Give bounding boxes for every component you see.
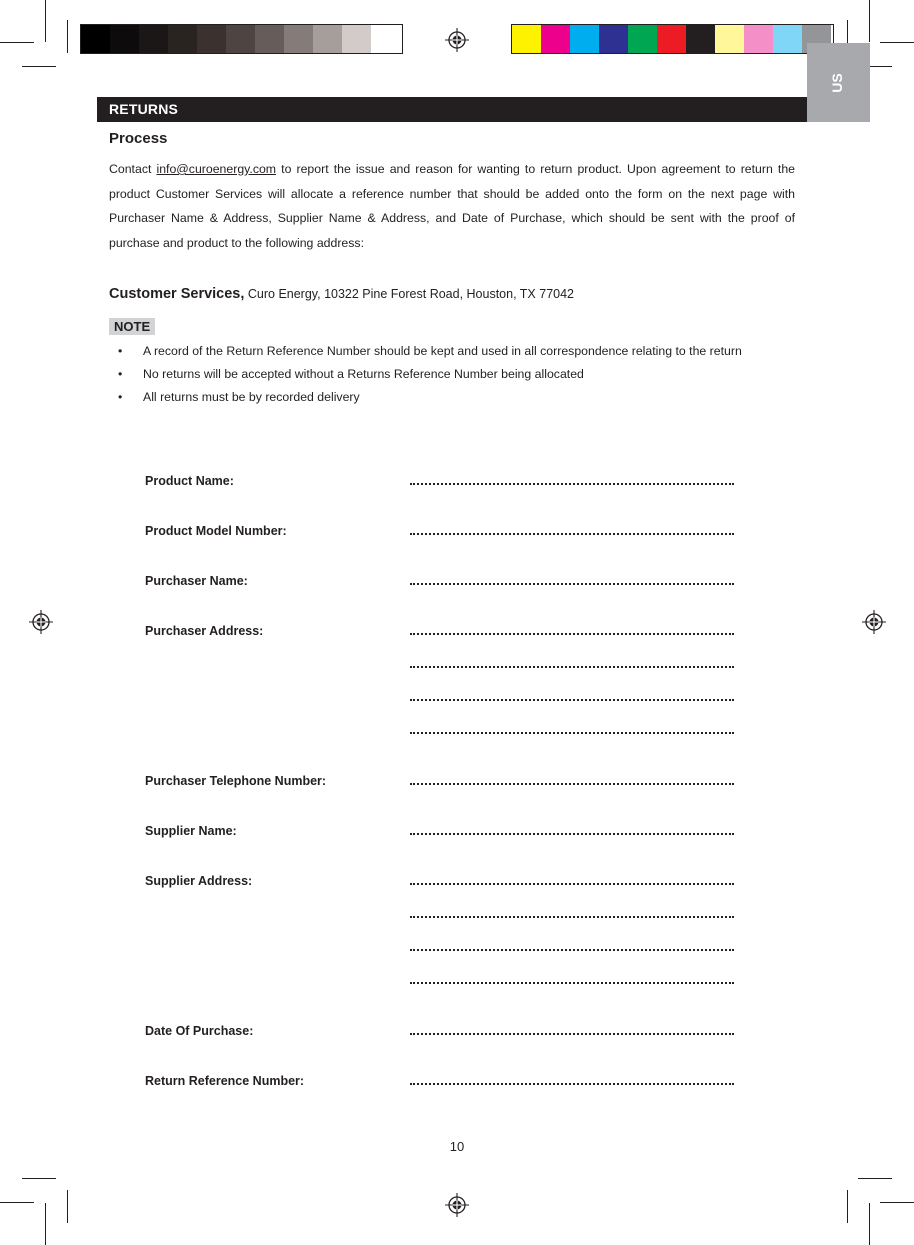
color-swatch: [342, 25, 371, 53]
color-swatch: [81, 25, 110, 53]
registration-mark-icon: [29, 610, 53, 634]
crop-mark: [0, 42, 34, 43]
crop-mark: [67, 20, 68, 53]
process-heading: Process: [109, 130, 168, 147]
form-fill-line[interactable]: [410, 1083, 734, 1085]
color-swatch: [744, 25, 773, 53]
color-swatch: [512, 25, 541, 53]
form-fill-line[interactable]: [410, 483, 734, 485]
bullet: •: [118, 344, 123, 358]
color-swatch: [541, 25, 570, 53]
crop-mark: [45, 1203, 46, 1245]
form-fill-line[interactable]: [410, 949, 734, 951]
form-field-label: Return Reference Number:: [145, 1074, 305, 1088]
color-swatch: [773, 25, 802, 53]
form-fill-line[interactable]: [410, 732, 734, 734]
crop-mark: [858, 1178, 892, 1179]
note-text: A record of the Return Reference Number should be kept and used in all correspondence relating to the return: [143, 344, 742, 358]
color-swatch: [313, 25, 342, 53]
customer-services-label: Customer Services,: [109, 286, 245, 302]
crop-mark: [67, 1190, 68, 1223]
crop-mark: [0, 1202, 34, 1203]
bullet: •: [118, 390, 123, 404]
form-field-label: Supplier Address:: [145, 874, 253, 888]
color-swatch: [657, 25, 686, 53]
crop-mark: [869, 0, 870, 42]
crop-mark: [847, 1190, 848, 1223]
form-field-label: Product Model Number:: [145, 524, 287, 538]
color-swatch: [255, 25, 284, 53]
crop-mark: [22, 66, 56, 67]
bullet: •: [118, 367, 123, 381]
customer-services-text: Curo Energy, 10322 Pine Forest Road, Houston, TX 77042: [244, 287, 575, 301]
form-fill-line[interactable]: [410, 883, 734, 885]
form-field-label: Date Of Purchase:: [145, 1024, 254, 1038]
form-fill-line[interactable]: [410, 699, 734, 701]
color-swatch: [371, 25, 400, 53]
form-fill-line[interactable]: [410, 1033, 734, 1035]
process-text: Contact: [109, 162, 157, 176]
color-swatch: [139, 25, 168, 53]
form-fill-line[interactable]: [410, 633, 734, 635]
form-fill-line[interactable]: [410, 783, 734, 785]
color-swatch: [284, 25, 313, 53]
form-field-label: Supplier Name:: [145, 824, 237, 838]
form-field-label: Product Name:: [145, 474, 234, 488]
note-text: No returns will be accepted without a Returns Reference Number being allocated: [143, 367, 584, 381]
color-swatch: [599, 25, 628, 53]
form-field-label: Purchaser Address:: [145, 624, 264, 638]
registration-mark-icon: [445, 28, 469, 52]
note-badge: NOTE: [109, 318, 155, 335]
color-swatch: [110, 25, 139, 53]
crop-mark: [880, 42, 914, 43]
crop-mark: [880, 1202, 914, 1203]
registration-mark-icon: [445, 1193, 469, 1217]
color-swatch: [168, 25, 197, 53]
process-color-bar: [511, 24, 834, 54]
form-fill-line[interactable]: [410, 916, 734, 918]
page-number: 10: [449, 1139, 465, 1154]
list-item: [118, 388, 742, 411]
form-fill-line[interactable]: [410, 533, 734, 535]
note-text: All returns must be by recorded delivery: [143, 390, 360, 404]
list-item: [118, 365, 742, 388]
list-item: [118, 342, 742, 365]
section-title: RETURNS: [109, 101, 179, 117]
form-fill-line[interactable]: [410, 833, 734, 835]
registration-mark-icon: [862, 610, 886, 634]
form-fill-line[interactable]: [410, 583, 734, 585]
color-swatch: [570, 25, 599, 53]
form-fill-line[interactable]: [410, 982, 734, 984]
form-field-label: Purchaser Name:: [145, 574, 248, 588]
grayscale-color-bar: [80, 24, 403, 54]
crop-mark: [22, 1178, 56, 1179]
note-list: [118, 342, 742, 411]
color-swatch: [686, 25, 715, 53]
language-tab: [807, 43, 870, 122]
process-text: to report the issue and reason for wanting to return product. Upon agreement to return the product Customer Services will allocate a reference number that should be added onto the form on the next page with Purchaser Name & Address, Supplier Name & Address, and Date of Purchase, which should be sent with the proof of purchase and product to the following address:: [109, 162, 796, 250]
color-swatch: [197, 25, 226, 53]
color-swatch: [628, 25, 657, 53]
process-paragraph: [109, 157, 795, 255]
color-swatch: [715, 25, 744, 53]
form-field-label: Purchaser Telephone Number:: [145, 774, 327, 788]
language-tab-label: US: [829, 73, 845, 93]
form-fill-line[interactable]: [410, 666, 734, 668]
section-header: [97, 97, 807, 122]
crop-mark: [45, 0, 46, 42]
color-swatch: [226, 25, 255, 53]
customer-services-address: [109, 286, 574, 302]
email-link[interactable]: info@curoenergy.com: [156, 162, 277, 176]
crop-mark: [869, 1203, 870, 1245]
